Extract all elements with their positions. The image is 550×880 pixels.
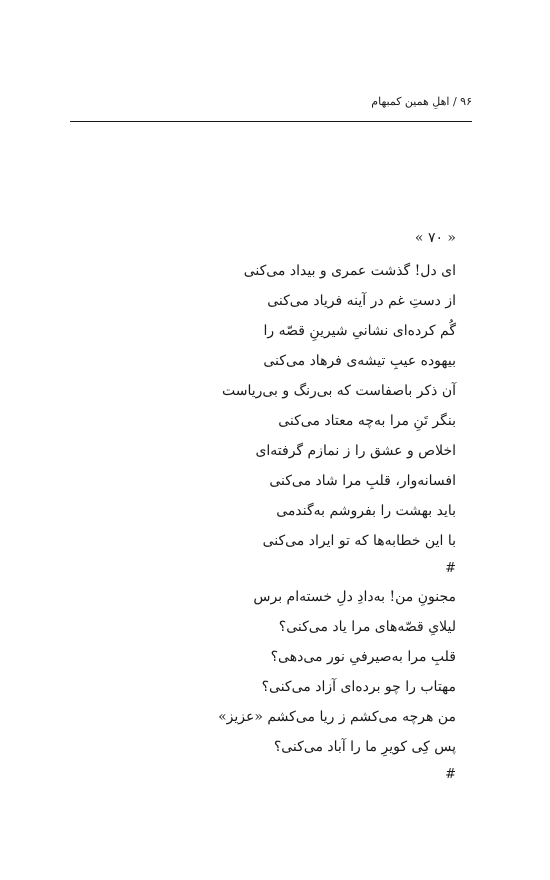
verse-line: افسانه‌وار، قلبِ مرا شاد می‌کنی — [269, 473, 456, 489]
verse-line: باید بهشت را بفروشم به‌گندمی — [276, 503, 456, 519]
verse-line: ای دل! گذشت عمری و بیداد می‌کنی — [243, 263, 456, 279]
stanza-separator: # — [445, 561, 456, 576]
verse-line: بیهوده عیبِ تیشه‌ی فرهاد می‌کنی — [263, 353, 456, 369]
verse-line: اخلاص و عشق را ز نمازم گرفته‌ای — [255, 443, 456, 459]
stanza-separator: # — [445, 767, 456, 782]
verse-line: من هرچه می‌کشم ز ریا می‌کشم «عزیز» — [218, 709, 456, 725]
poem — [60, 226, 456, 788]
verse-line: مجنونِ من! به‌دادِ دلِ خسته‌ام برس — [253, 589, 456, 605]
verse-line: بنگر تَنِ مرا به‌چه معتاد می‌کنی — [278, 413, 456, 429]
verse-line: مهتاب را چو برده‌ای آزاد می‌کنی؟ — [261, 679, 456, 695]
verse-line: از دستِ غم در آینه فریاد می‌کنی — [267, 293, 456, 309]
verse-line: پس کِی کویرِ ما را آباد می‌کنی؟ — [273, 739, 456, 755]
verse-line: لیلایِ قصّه‌های مرا یاد می‌کنی؟ — [278, 619, 456, 635]
running-head: ۹۶ / اهلِ همین کمبهام — [371, 95, 472, 108]
verse-line: قلبِ مرا به‌صیرفیِ نور می‌دهی؟ — [270, 649, 456, 665]
poem-number: « ۷۰ » — [414, 230, 456, 246]
verse-line: آن ذکر باصفاست که بی‌رنگ و بی‌ریاست — [221, 383, 456, 399]
header-rule — [70, 121, 472, 122]
verse-line: با این خطابه‌ها که تو ایراد می‌کنی — [262, 533, 456, 549]
verse-line: گُم کرده‌ای نشانیِ شیرینِ قصّه را — [263, 323, 456, 339]
